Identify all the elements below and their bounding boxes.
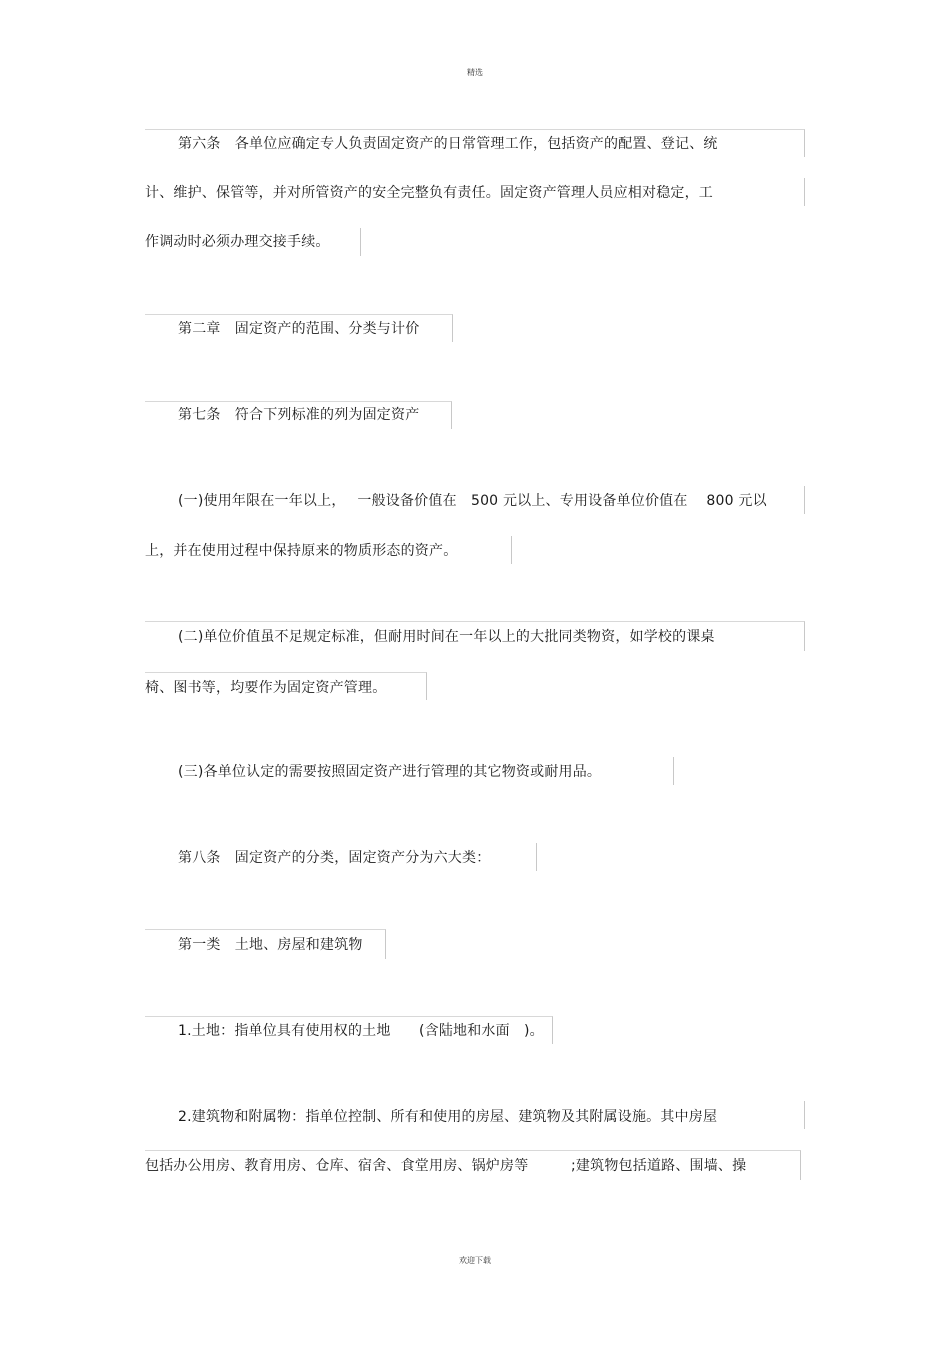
frame-line: [511, 536, 512, 564]
text-line: 第七条 符合下列标准的列为固定资产: [178, 407, 420, 423]
text-line: (一)使用年限在一年以上， 一般设备价值在 500 元以上、专用设备单位价值在 800 元以: [178, 493, 767, 509]
frame-line: [360, 228, 361, 256]
text-line: 1.土地：指单位具有使用权的土地 (含陆地和水面 )。: [178, 1023, 544, 1039]
frame-line: [804, 486, 805, 514]
text-line: 2.建筑物和附属物：指单位控制、所有和使用的房屋、建筑物及其附属设施。其中房屋: [178, 1109, 718, 1125]
text-line: 计、维护、保管等，并对所管资产的安全完整负有责任。固定资产管理人员应相对稳定，工: [145, 185, 713, 201]
text-line: (二)单位价值虽不足规定标准，但耐用时间在一年以上的大批同类物资，如学校的课桌: [178, 629, 715, 645]
text-line: (三)各单位认定的需要按照固定资产进行管理的其它物资或耐用品。: [178, 764, 602, 780]
text-line: 第一类 土地、房屋和建筑物: [178, 937, 363, 953]
text-line: 椅、图书等，均要作为固定资产管理。: [145, 680, 387, 696]
frame-line: [673, 757, 674, 785]
page-header: 精选: [467, 68, 483, 77]
text-line: 上，并在使用过程中保持原来的物质形态的资产。: [145, 543, 458, 559]
text-line: 包括办公用房、教育用房、仓库、宿舍、食堂用房、锅炉房等 ;建筑物包括道路、围墙、操: [145, 1158, 747, 1174]
frame-line: [804, 1101, 805, 1129]
frame-line: [536, 843, 537, 871]
chapter-heading: 第二章 固定资产的范围、分类与计价: [178, 321, 420, 337]
frame-line: [804, 178, 805, 206]
text-line: 作调动时必须办理交接手续。: [145, 234, 330, 250]
text-line: 第八条 固定资产的分类，固定资产分为六大类：: [178, 850, 491, 866]
text-line: 第六条 各单位应确定专人负责固定资产的日常管理工作，包括资产的配置、登记、统: [178, 136, 718, 152]
page-footer: 欢迎下载: [459, 1256, 491, 1265]
